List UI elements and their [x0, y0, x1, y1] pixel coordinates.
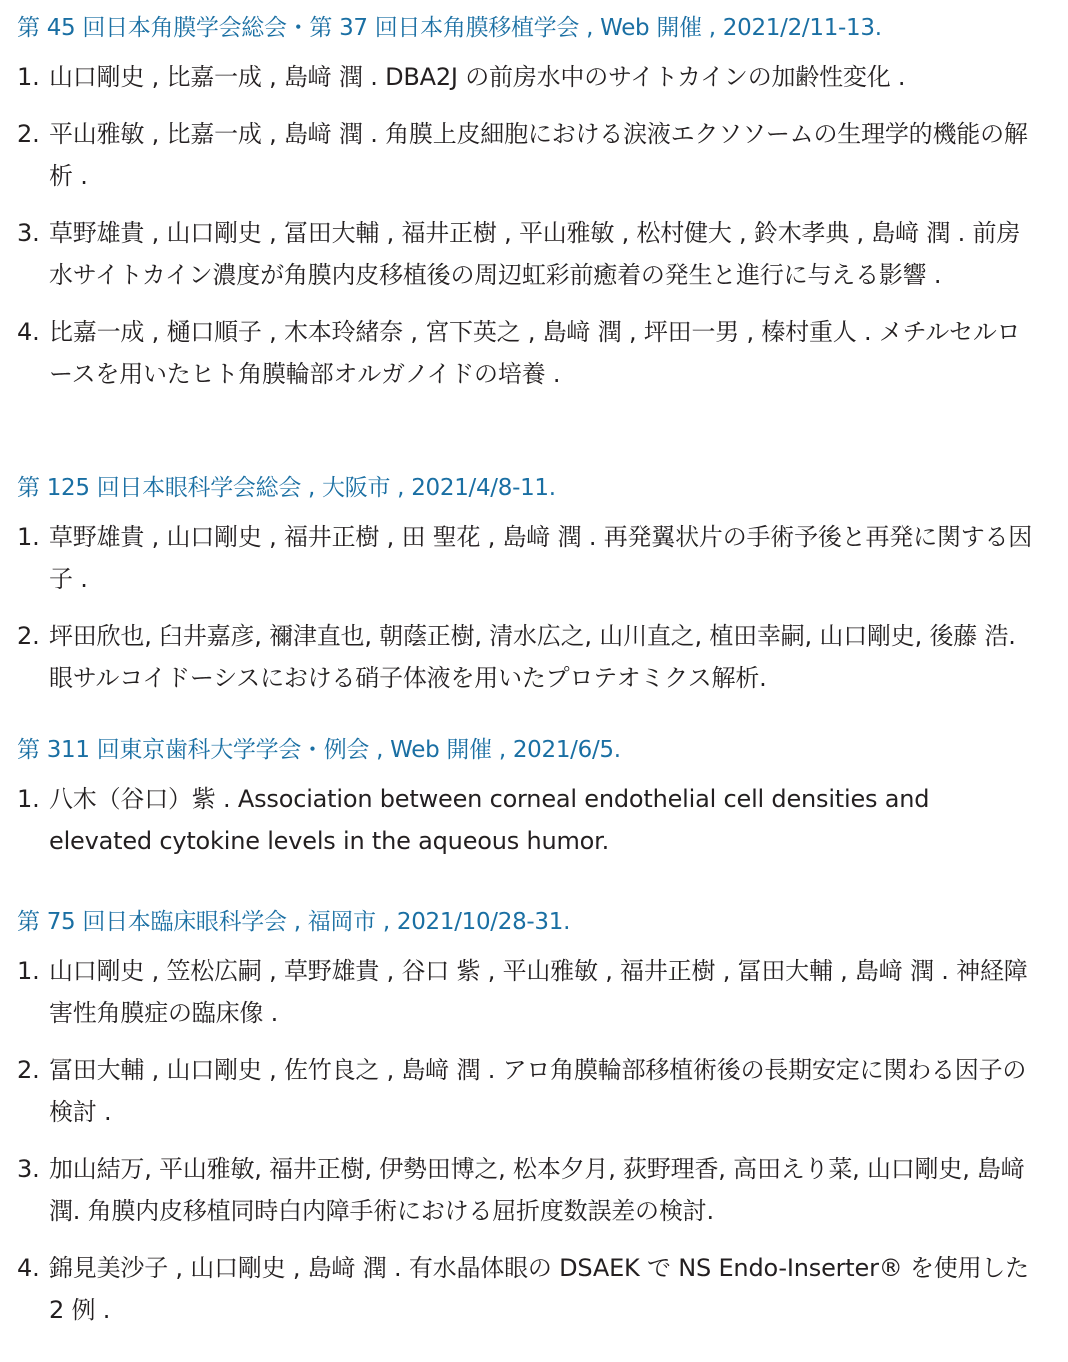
entry-text: 平山雅敏 , 比嘉一成 , 島﨑 潤 . 角膜上皮細胞における涙液エクソソームの生理学的機能の解析 .	[49, 120, 1028, 190]
entry-number: 1.	[17, 63, 40, 91]
entry-number: 2.	[17, 1056, 40, 1084]
entry-text: 比嘉一成 , 樋口順子 , 木本玲緒奈 , 宮下英之 , 島﨑 潤 , 坪田一男 , 榛村重人 . メチルセルロースを用いたヒト角膜輪部オルガノイドの培養 .	[49, 318, 1021, 388]
entry-text: 草野雄貴 , 山口剛史 , 福井正樹 , 田 聖花 , 島﨑 潤 . 再発翼状片の手術予後と再発に関する因子 .	[49, 523, 1033, 593]
presentation-entry	[17, 950, 1038, 1034]
entry-text: 錦見美沙子 , 山口剛史 , 島﨑 潤 . 有水晶体眼の DSAEK で NS Endo-Inserter® を使用した 2 例 .	[49, 1254, 1029, 1324]
conference-section	[17, 904, 1038, 1331]
entry-number: 3.	[17, 219, 40, 247]
presentation-entry	[17, 311, 1038, 395]
entry-text: 坪田欣也, 臼井嘉彦, 禰津直也, 朝蔭正樹, 清水広之, 山川直之, 植田幸嗣, 山口剛史, 後藤 浩. 眼サルコイドーシスにおける硝子体液を用いたプロテオミクス解析.	[49, 622, 1016, 692]
entry-text: 冨田大輔 , 山口剛史 , 佐竹良之 , 島﨑 潤 . アロ角膜輪部移植術後の長期安定に関わる因子の検討 .	[49, 1056, 1027, 1126]
presentation-entry	[17, 56, 1038, 98]
entry-number: 1.	[17, 785, 40, 813]
presentation-entry	[17, 1049, 1038, 1133]
presentation-list	[17, 778, 1038, 862]
presentation-entry	[17, 778, 1038, 862]
entry-text: 八木（谷口）紫 . Association between corneal endothelial cell densities and elevated cytokine levels in the aqueous humor.	[49, 785, 930, 855]
presentation-entry	[17, 113, 1038, 197]
presentation-list	[17, 516, 1038, 699]
presentation-entry	[17, 615, 1038, 699]
conference-section	[17, 10, 1038, 470]
presentation-entry	[17, 1148, 1038, 1232]
conference-heading: 第 45 回日本角膜学会総会・第 37 回日本角膜移植学会 , Web 開催 , 2021/2/11-13.	[17, 15, 882, 41]
presentation-entry	[17, 516, 1038, 600]
conference-heading: 第 311 回東京歯科大学学会・例会 , Web 開催 , 2021/6/5.	[17, 737, 621, 763]
presentation-list	[17, 56, 1038, 395]
entry-number: 3.	[17, 1155, 40, 1183]
entry-text: 草野雄貴 , 山口剛史 , 冨田大輔 , 福井正樹 , 平山雅敏 , 松村健大 , 鈴木孝典 , 島﨑 潤 . 前房水サイトカイン濃度が角膜内皮移植後の周辺虹彩前癒着の発生と進行に与える影響 .	[49, 219, 1021, 289]
conference-heading: 第 125 回日本眼科学会総会 , 大阪市 , 2021/4/8-11.	[17, 475, 556, 501]
presentation-list	[17, 950, 1038, 1331]
entry-number: 4.	[17, 1254, 40, 1282]
entry-number: 2.	[17, 622, 40, 650]
entry-number: 1.	[17, 523, 40, 551]
entry-number: 1.	[17, 957, 40, 985]
entry-number: 2.	[17, 120, 40, 148]
entry-text: 山口剛史 , 笠松広嗣 , 草野雄貴 , 谷口 紫 , 平山雅敏 , 福井正樹 , 冨田大輔 , 島﨑 潤 . 神経障害性角膜症の臨床像 .	[49, 957, 1028, 1027]
entry-number: 4.	[17, 318, 40, 346]
conference-heading: 第 75 回日本臨床眼科学会 , 福岡市 , 2021/10/28-31.	[17, 909, 571, 935]
presentation-entry	[17, 212, 1038, 296]
entry-text: 山口剛史 , 比嘉一成 , 島﨑 潤 . DBA2J の前房水中のサイトカインの加齢性変化 .	[49, 63, 906, 91]
conference-section	[17, 470, 1038, 732]
presentation-entry	[17, 1247, 1038, 1331]
entry-text: 加山結万, 平山雅敏, 福井正樹, 伊勢田博之, 松本夕月, 荻野理香, 高田えり菜, 山口剛史, 島﨑 潤. 角膜内皮移植同時白内障手術における屈折度数誤差の検討.	[49, 1155, 1025, 1225]
conference-section	[17, 732, 1038, 904]
